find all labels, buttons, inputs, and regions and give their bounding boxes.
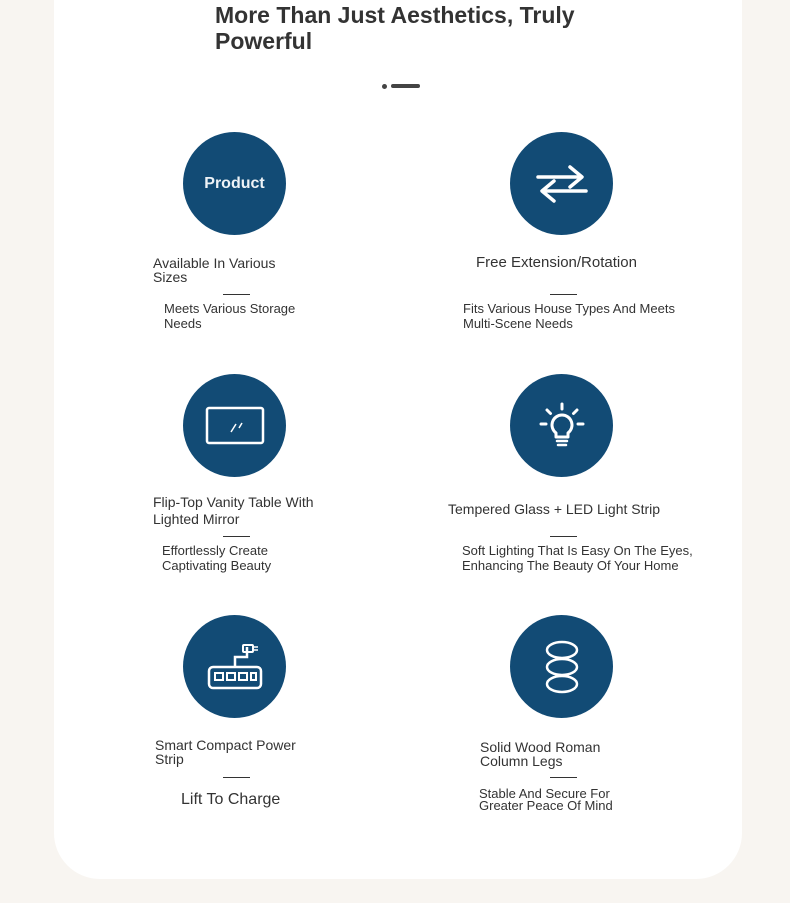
feature-divider [550, 536, 577, 537]
feature-title-power: Smart Compact Power Strip [155, 737, 296, 767]
roman-column-icon [510, 615, 613, 718]
swap-arrows-icon [510, 132, 613, 235]
feature-description-sizes: Meets Various Storage Needs [164, 301, 296, 331]
feature-divider [223, 294, 250, 295]
mirror-icon [183, 374, 286, 477]
feature-description-glass: Soft Lighting That Is Easy On The Eyes, Enhancing The Beauty Of Your Home [462, 543, 693, 573]
section-headline: More Than Just Aesthetics, Truly Powerful [215, 2, 575, 54]
feature-description-mirror: Effortlessly Create Captivating Beauty [162, 543, 272, 573]
feature-divider [550, 777, 577, 778]
feature-description-extension: Fits Various House Types And Meets Multi-Scene Needs [463, 301, 675, 331]
product-text-icon [183, 132, 286, 235]
power-strip-icon [183, 615, 286, 718]
feature-description-power: Lift To Charge [181, 791, 281, 808]
feature-title-mirror: Flip-Top Vanity Table With Lighted Mirror [153, 494, 314, 527]
feature-divider [223, 777, 250, 778]
decorative-divider [382, 83, 422, 89]
feature-title-glass: Tempered Glass + LED Light Strip [448, 501, 661, 517]
divider-dot [382, 84, 387, 89]
feature-title-extension: Free Extension/Rotation [476, 254, 637, 271]
divider-dash [391, 84, 420, 88]
lightbulb-icon [510, 374, 613, 477]
feature-divider [223, 536, 250, 537]
feature-description-legs: Stable And Secure For Greater Peace Of Mind [479, 786, 613, 813]
feature-divider [550, 294, 577, 295]
feature-title-legs: Solid Wood Roman Column Legs [480, 739, 601, 769]
feature-title-sizes: Available In Various Sizes [153, 255, 276, 285]
icon-word: Product [204, 174, 265, 192]
